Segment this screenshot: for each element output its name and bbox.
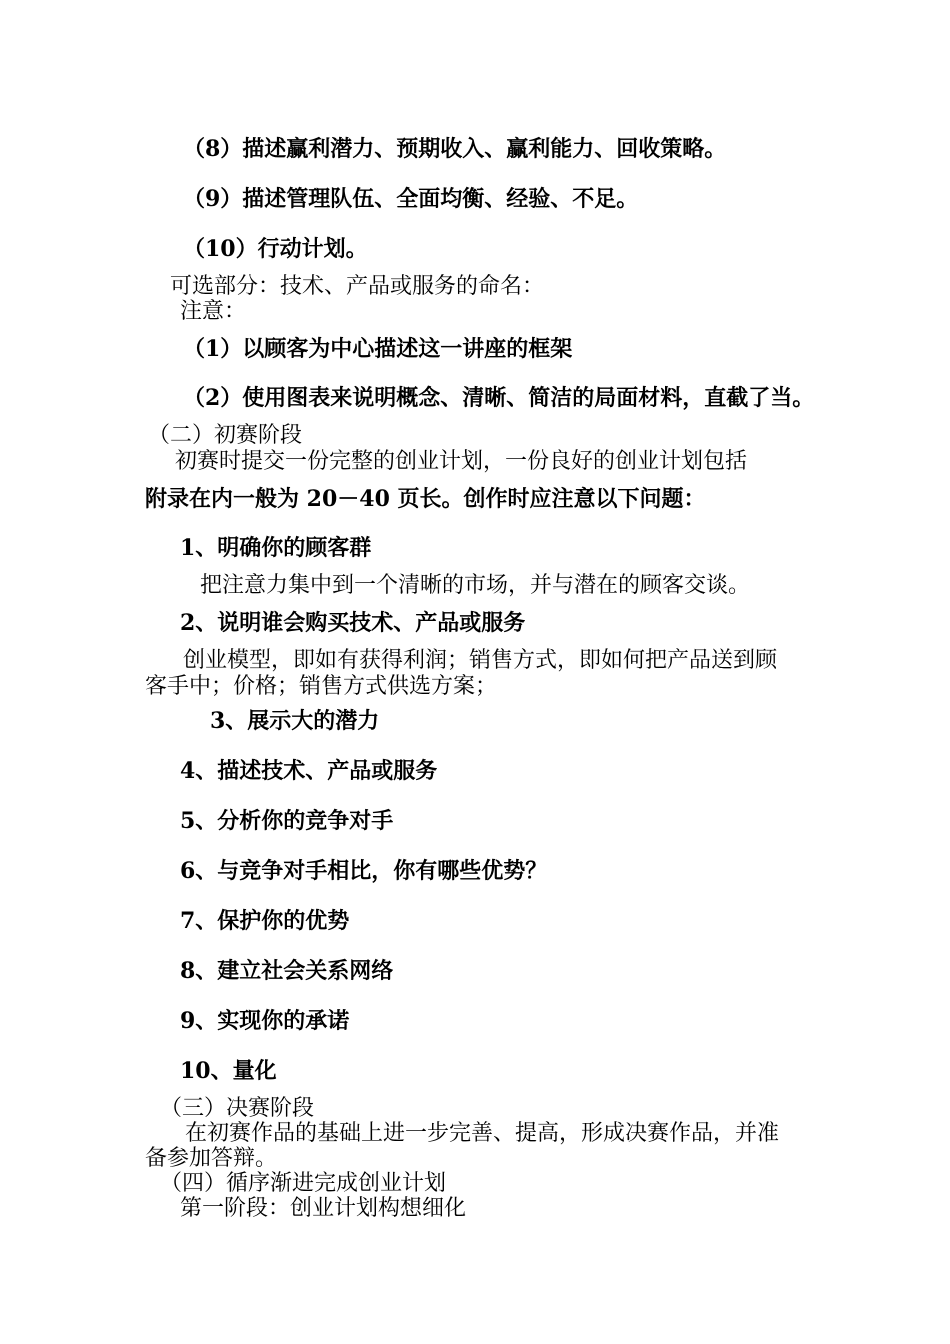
text-line-notice-1: （1）以顾客为中心描述这一讲座的框架 (183, 336, 573, 362)
text-line-optional-section: 可选部分：技术、产品或服务的命名： (170, 274, 545, 299)
list-item-6-heading: 6、与竞争对手相比，你有哪些优势？ (180, 858, 548, 884)
list-item-3-heading: 3、展示大的潜力 (210, 708, 380, 734)
paragraph-stage-one: 第一阶段：创业计划构想细化 (180, 1196, 467, 1221)
list-item-1-heading: 1、明确你的顾客群 (180, 535, 372, 561)
list-item-2-heading: 2、说明谁会购买技术、产品或服务 (180, 610, 526, 636)
list-item-10-heading: 10、量化 (180, 1058, 277, 1084)
text-line-item-9: （9）描述管理队伍、全面均衡、经验、不足。 (183, 186, 639, 212)
text-line-notice: 注意： (180, 299, 247, 324)
section-heading-final: （三）决赛阶段 (160, 1096, 315, 1121)
list-item-2-body-line-2: 客手中；价格；销售方式供选方案； (145, 674, 498, 699)
paragraph-final-line-1: 在初赛作品的基础上进一步完善、提高，形成决赛作品，并准 (185, 1121, 780, 1146)
list-item-1-body: 把注意力集中到一个清晰的市场，并与潜在的顾客交谈。 (200, 573, 751, 598)
section-heading-step-by-step: （四）循序渐进完成创业计划 (160, 1171, 447, 1196)
list-item-7-heading: 7、保护你的优势 (180, 908, 350, 934)
list-item-2-body-line-1: 创业模型，即如有获得利润；销售方式，即如何把产品送到顾 (183, 648, 778, 673)
list-item-8-heading: 8、建立社会关系网络 (180, 958, 394, 984)
section-heading-preliminary: （二）初赛阶段 (148, 423, 303, 448)
paragraph-preliminary-line-1: 初赛时提交一份完整的创业计划，一份良好的创业计划包括 (175, 449, 748, 474)
text-line-item-10: （10）行动计划。 (183, 236, 368, 262)
list-item-4-heading: 4、描述技术、产品或服务 (180, 758, 438, 784)
paragraph-final-line-2: 备参加答辩。 (145, 1146, 278, 1171)
text-line-item-8: （8）描述赢利潜力、预期收入、赢利能力、回收策略。 (183, 136, 727, 162)
text-line-notice-2: （2）使用图表来说明概念、清晰、简洁的局面材料，直截了当。 (183, 385, 815, 411)
paragraph-preliminary-line-2: 附录在内一般为 20－40 页长。创作时应注意以下问题： (145, 486, 706, 512)
list-item-5-heading: 5、分析你的竞争对手 (180, 808, 394, 834)
list-item-9-heading: 9、实现你的承诺 (180, 1008, 350, 1034)
